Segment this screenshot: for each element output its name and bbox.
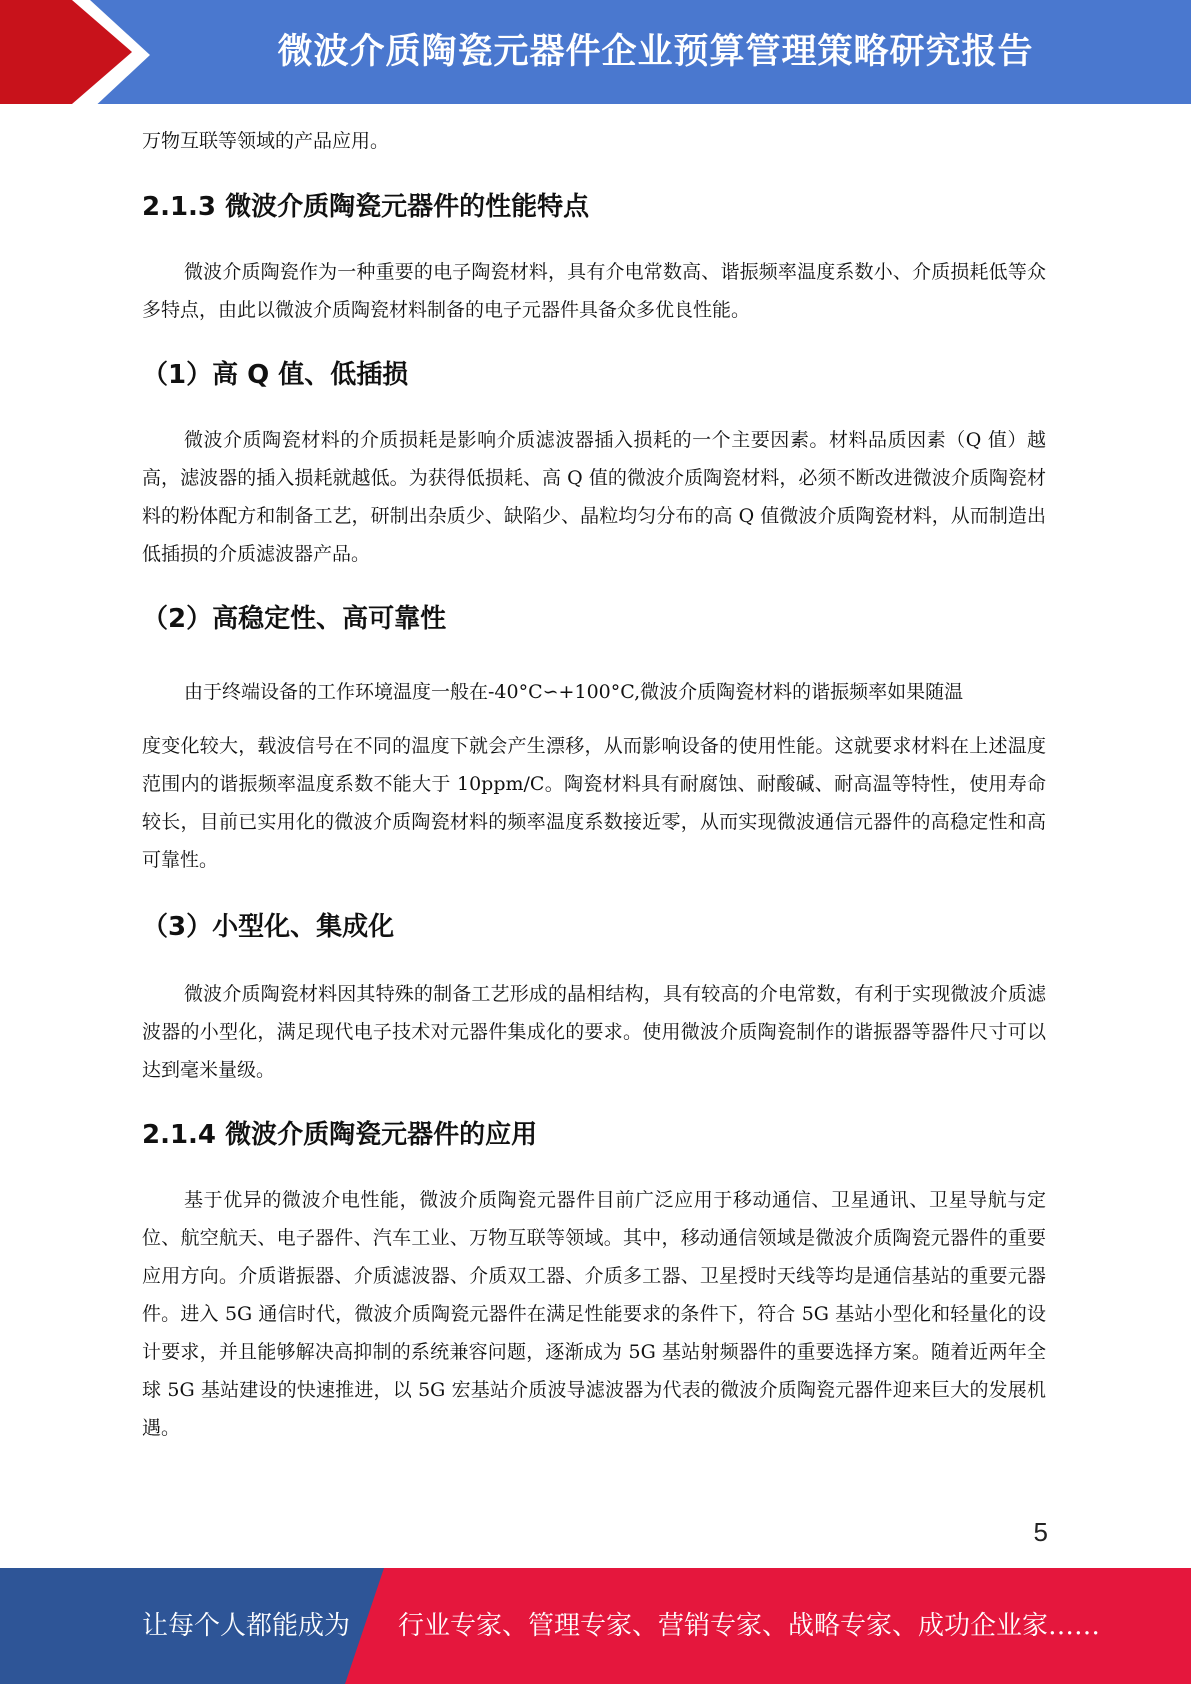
subheading-miniaturization: （3）小型化、集成化 bbox=[142, 912, 395, 942]
high-q-paragraph: 微波介质陶瓷材料的介质损耗是影响介质滤波器插入损耗的一个主要因素。材料品质因素（Q 值）越高，滤波器的插入损耗就越低。为获得低损耗、高 Q 值的微波介质陶瓷材料，必须不断改进微波介质陶瓷材料的粉体配方和制备工艺，研制出杂质少、缺陷少、晶粒均匀分布的高 Q 值微波介质陶瓷材料，从而制造出低插损的介质滤波器产品。 bbox=[142, 429, 1046, 565]
subheading-high-q: （1）高 Q 值、低插损 bbox=[142, 360, 409, 390]
section-heading-2-1-3: 2.1.3 微波介质陶瓷元器件的性能特点 bbox=[142, 192, 590, 222]
footer-slogan-right: 行业专家、管理专家、营销专家、战略专家、成功企业家…… bbox=[398, 1611, 1101, 1641]
miniaturization-paragraph: 微波介质陶瓷材料因其特殊的制备工艺形成的晶相结构，具有较高的介电常数，有利于实现微波介质滤波器的小型化，满足现代电子技术对元器件集成化的要求。使用微波介质陶瓷制作的谐振器等器件尺寸可以达到毫米量级。 bbox=[142, 983, 1046, 1081]
page-footer bbox=[0, 1568, 1191, 1684]
stability-paragraph-rest: 度变化较大，载波信号在不同的温度下就会产生漂移，从而影响设备的使用性能。这就要求材料在上述温度范围内的谐振频率温度系数不能大于 10ppm/C。陶瓷材料具有耐腐蚀、耐酸碱、耐高温等特性，使用寿命较长，目前已实用化的微波介质陶瓷材料的频率温度系数接近零，从而实现微波通信元器件的高稳定性和高可靠性。 bbox=[142, 735, 1046, 871]
intro-line: 万物互联等领域的产品应用。 bbox=[142, 130, 390, 152]
page-body bbox=[142, 122, 1046, 1447]
section-2-1-4-paragraph: 基于优异的微波介电性能，微波介质陶瓷元器件目前广泛应用于移动通信、卫星通讯、卫星导航与定位、航空航天、电子器件、汽车工业、万物互联等领域。其中，移动通信领域是微波介质陶瓷元器件的重要应用方向。介质谐振器、介质滤波器、介质双工器、介质多工器、卫星授时天线等均是通信基站的重要元器件。进入 5G 通信时代，微波介质陶瓷元器件在满足性能要求的条件下，符合 5G 基站小型化和轻量化的设计要求，并且能够解决高抑制的系统兼容问题，逐渐成为 5G 基站射频器件的重要选择方案。随着近两年全球 5G 基站建设的快速推进，以 5G 宏基站介质波导滤波器为代表的微波介质陶瓷元器件迎来巨大的发展机遇。 bbox=[142, 1189, 1046, 1439]
stability-paragraph-first-line: 由于终端设备的工作环境温度一般在-40°C∽+100°C,微波介质陶瓷材料的谐振频率如果随温 bbox=[184, 681, 964, 703]
section-2-1-3-paragraph: 微波介质陶瓷作为一种重要的电子陶瓷材料，具有介电常数高、谐振频率温度系数小、介质损耗低等众多特点，由此以微波介质陶瓷材料制备的电子元器件具备众多优良性能。 bbox=[142, 261, 1046, 321]
section-heading-2-1-4: 2.1.4 微波介质陶瓷元器件的应用 bbox=[142, 1120, 538, 1150]
report-title: 微波介质陶瓷元器件企业预算管理策略研究报告 bbox=[277, 32, 1034, 72]
subheading-stability: （2）高稳定性、高可靠性 bbox=[142, 604, 447, 634]
footer-slogan-left: 让每个人都能成为 bbox=[142, 1611, 351, 1641]
page-number: 5 bbox=[1033, 1517, 1048, 1547]
page-header bbox=[0, 0, 1191, 111]
